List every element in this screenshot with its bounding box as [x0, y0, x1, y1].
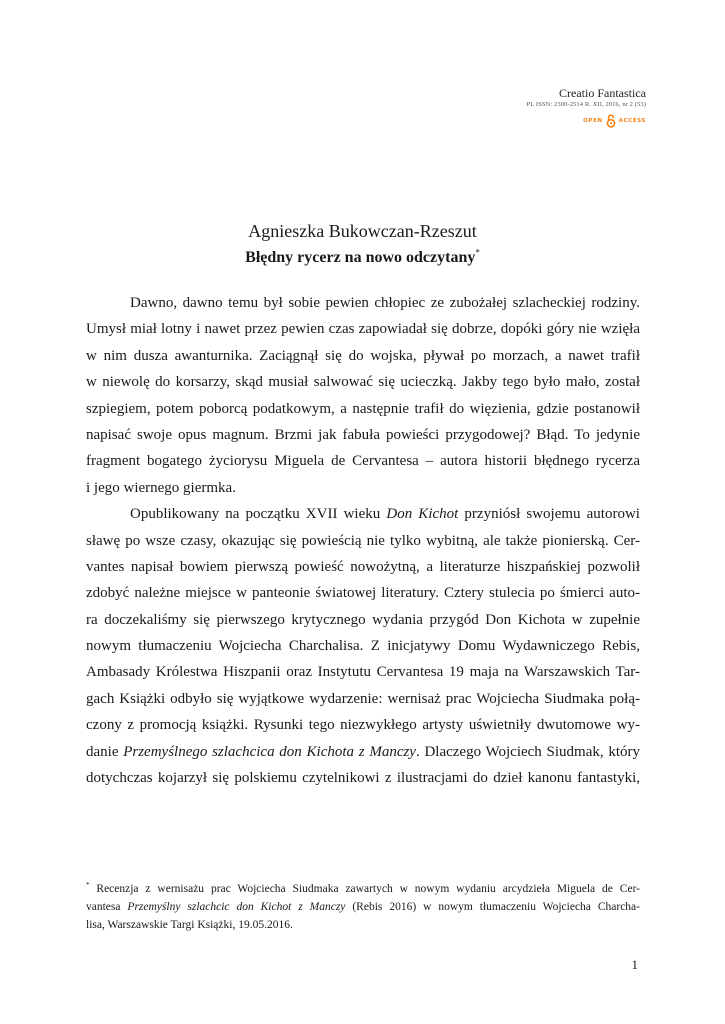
body-line: czony z promocją książki. Rysunki tego niezwykłego artysty uświetniły dwutomowe wy-	[86, 717, 640, 734]
open-access-right-text: ACCESS	[618, 118, 646, 124]
footnote	[86, 880, 640, 934]
body-text-run: danie	[86, 743, 124, 760]
body-line: napisać swoje opus magnum. Brzmi jak fabuła powieści przygodowej? Błąd. To jedynie	[86, 426, 640, 443]
footnote-italic-run: Przemyślny szlachcic don Kichot z Manczy	[127, 901, 346, 913]
article-body	[86, 290, 640, 791]
body-line: Umysł miał lotny i nawet przez pewien czas zapowiadał się dobrze, dopóki góry nie wzięła	[86, 321, 640, 338]
article-title	[0, 248, 725, 268]
body-line: w niewolę do korsarzy, skąd musiał salwować się ucieczką. Jakby tego było mało, został	[86, 374, 640, 391]
footnote-text-run: vantesa	[86, 901, 128, 913]
body-line: nowym tłumaczeniu Wojciecha Charchalisa. Z inicjatywy Domu Wydawniczego Rebis,	[86, 638, 640, 655]
body-line: sławę po wsze czasy, okazując się powieścią nie tylko wybitną, ale także pionierską. Cer-	[86, 532, 640, 549]
footnote-text-run: Recenzja z wernisażu prac Wojciecha Siudmaka zawartych w nowym wydaniu arcydzieła Miguela de Cer-	[89, 883, 640, 895]
body-line: dotychczas kojarzył się polskiemu czytelnikowi z ilustracjami do dzieł kanonu fantastyki,	[86, 770, 640, 787]
footnote-line: lisa, Warszawskie Targi Książki, 19.05.2016.	[86, 919, 293, 931]
footnote-mark: *	[86, 881, 90, 890]
body-text-run: . Dlaczego Wojciech Siudmak, który	[415, 743, 640, 760]
article-author: Agnieszka Bukowczan-Rzeszut	[248, 221, 477, 241]
footnote-text-run: (Rebis 2016) w nowym tłumaczeniu Wojciecha Charcha-	[345, 901, 640, 913]
body-italic-run: Don Kichot	[386, 506, 459, 523]
body-line: fragment bogatego życiorysu Miguela de Cervantesa – autora historii błędnego rycerza	[86, 453, 640, 470]
open-access-lock-icon	[606, 114, 616, 128]
body-italic-run: Przemyślnego szlachcica don Kichota z Manczy	[123, 743, 416, 760]
body-line	[86, 739, 640, 765]
body-line: gach Książki odbyło się wyjątkowe wydarzenie: wernisaż prac Wojciecha Siudmaka połą-	[86, 690, 640, 707]
body-line	[86, 501, 640, 527]
journal-name: Creatio Fantastica	[559, 86, 646, 100]
title-footnote-mark: *	[475, 247, 480, 258]
journal-issn: PL ISSN: 2300-2514 R. XII, 2016, nr 2 (53)	[526, 101, 646, 108]
open-access-left-text: OPEN	[583, 118, 603, 124]
journal-header	[527, 86, 646, 128]
body-line: zdobyć należne miejsce w panteonie światowej literatury. Cztery stulecia po śmierci auto-	[86, 585, 640, 602]
body-text-run: Opublikowany na początku XVII wieku	[130, 506, 387, 523]
body-text-run: przyniósł swojemu autorowi	[458, 506, 640, 523]
page-number: 1	[631, 957, 638, 972]
article-title-text: Błędny rycerz na nowo odczytany	[245, 249, 476, 266]
body-line: Dawno, dawno temu był sobie pewien chłopiec ze zubożałej szlacheckiej rodziny.	[130, 295, 640, 311]
body-line: w nim dusza awanturnika. Zaciągnął się do wojska, pływał po morzach, a nawet trafił	[86, 347, 640, 364]
body-line: vantes napisał bowiem pierwszą powieść nowożytną, a literaturze hiszpańskiej pozwolił	[86, 558, 640, 575]
open-access-badge	[527, 114, 646, 128]
body-line: Ambasady Królestwa Hiszpanii oraz Instytutu Cervantesa 19 maja na Warszawskich Tar-	[86, 664, 640, 681]
body-line: szpiegiem, potem poborcą podatkowym, a następnie trafił do więzienia, gdzie postanowił	[86, 400, 640, 417]
footnote-line	[86, 880, 640, 898]
footnote-line	[86, 898, 640, 916]
body-line: i jego wiernego giermka.	[86, 479, 236, 496]
body-line: ra doczekaliśmy się pierwszego krytycznego wydania przygód Don Kichota w zupełnie	[86, 611, 640, 628]
